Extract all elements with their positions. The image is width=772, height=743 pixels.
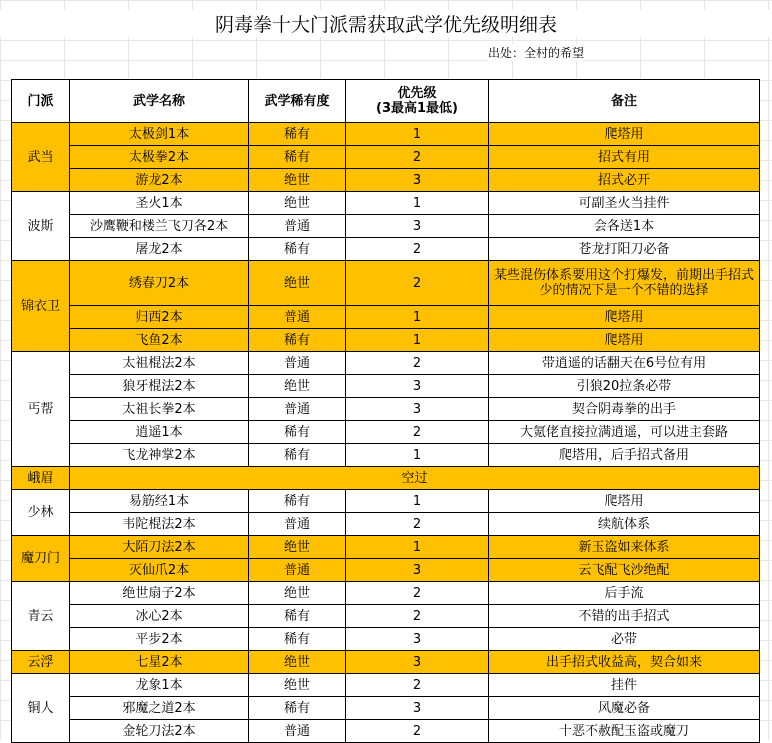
table-row: [12, 375, 760, 398]
priority-cell[interactable]: 1: [346, 329, 489, 352]
note-cell[interactable]: 招式必开: [489, 169, 760, 192]
table-row: [12, 421, 760, 444]
table-row: [12, 513, 760, 536]
priority-cell[interactable]: 2: [346, 261, 489, 306]
rarity-cell[interactable]: 稀有: [249, 238, 346, 261]
rarity-cell[interactable]: 绝世: [249, 651, 346, 674]
priority-cell[interactable]: 1: [346, 444, 489, 467]
table-row: [12, 306, 760, 329]
table-row: [12, 398, 760, 421]
priority-cell[interactable]: 2: [346, 582, 489, 605]
skill-name-cell[interactable]: 绣春刀2本: [70, 261, 249, 306]
priority-cell[interactable]: 1: [346, 123, 489, 146]
note-cell[interactable]: 爬塔用: [489, 490, 760, 513]
note-cell[interactable]: 爬塔用，后手招式备用: [489, 444, 760, 467]
header-sect[interactable]: 门派: [12, 80, 70, 123]
rarity-cell[interactable]: 稀有: [249, 605, 346, 628]
table-row: [12, 559, 760, 582]
note-cell[interactable]: 带逍遥的话翻天在6号位有用: [489, 352, 760, 375]
priority-cell[interactable]: 3: [346, 169, 489, 192]
sect-cell[interactable]: 云浮: [12, 651, 70, 674]
skill-name-cell[interactable]: 邪魔之道2本: [70, 697, 249, 720]
sect-cell[interactable]: 少林: [12, 490, 70, 536]
skill-name-cell[interactable]: 飞龙神掌2本: [70, 444, 249, 467]
priority-cell[interactable]: 3: [346, 398, 489, 421]
priority-cell[interactable]: 3: [346, 559, 489, 582]
rarity-cell[interactable]: 绝世: [249, 261, 346, 306]
rarity-cell[interactable]: 稀有: [249, 123, 346, 146]
header-priority-label: 优先级: [397, 86, 437, 101]
table-row: [12, 582, 760, 605]
rarity-cell[interactable]: 绝世: [249, 582, 346, 605]
rarity-cell[interactable]: 绝世: [249, 674, 346, 697]
skill-name-cell[interactable]: 归西2本: [70, 306, 249, 329]
note-cell[interactable]: 续航体系: [489, 513, 760, 536]
skill-name-cell[interactable]: 灭仙爪2本: [70, 559, 249, 582]
rarity-cell[interactable]: 稀有: [249, 146, 346, 169]
table-row: [12, 628, 760, 651]
table-row: [12, 467, 760, 490]
table-row: [12, 261, 760, 306]
note-cell[interactable]: 风魔必备: [489, 697, 760, 720]
skill-name-cell[interactable]: 太祖棍法2本: [70, 352, 249, 375]
skip-cell[interactable]: 空过: [70, 467, 760, 490]
page-title: 阴毒拳十大门派需获取武学优先级明细表: [0, 10, 772, 37]
rarity-cell[interactable]: 普通: [249, 513, 346, 536]
rarity-cell[interactable]: 稀有: [249, 490, 346, 513]
sect-cell[interactable]: 青云: [12, 582, 70, 651]
skill-name-cell[interactable]: 平步2本: [70, 628, 249, 651]
rarity-cell[interactable]: 普通: [249, 559, 346, 582]
header-note[interactable]: 备注: [489, 80, 760, 123]
sect-cell[interactable]: 峨眉: [12, 467, 70, 490]
rarity-cell[interactable]: 绝世: [249, 169, 346, 192]
table-row: [12, 536, 760, 559]
note-cell[interactable]: 苍龙打阳刀必备: [489, 238, 760, 261]
header-priority-sub: (3最高1最低): [376, 101, 458, 116]
skill-name-cell[interactable]: 龙象1本: [70, 674, 249, 697]
rarity-cell[interactable]: 绝世: [249, 536, 346, 559]
note-cell[interactable]: 大氪佬直接拉满逍遥，可以进主套路: [489, 421, 760, 444]
note-cell[interactable]: 爬塔用: [489, 329, 760, 352]
priority-cell[interactable]: 3: [346, 628, 489, 651]
skill-name-cell[interactable]: 狼牙棍法2本: [70, 375, 249, 398]
rarity-cell[interactable]: 普通: [249, 720, 346, 743]
note-cell[interactable]: 引狼20拉条必带: [489, 375, 760, 398]
header-priority[interactable]: [346, 80, 489, 123]
skill-name-cell[interactable]: 大陌刀法2本: [70, 536, 249, 559]
skill-name-cell[interactable]: 游龙2本: [70, 169, 249, 192]
skill-name-cell[interactable]: 圣火1本: [70, 192, 249, 215]
rarity-cell[interactable]: 普通: [249, 306, 346, 329]
priority-cell[interactable]: 1: [346, 490, 489, 513]
skill-name-cell[interactable]: 沙鹰鞭和楼兰飞刀各2本: [70, 215, 249, 238]
note-cell[interactable]: 招式有用: [489, 146, 760, 169]
skill-name-cell[interactable]: 韦陀棍法2本: [70, 513, 249, 536]
table-row: [12, 238, 760, 261]
note-cell[interactable]: 出手招式收益高，契合如来: [489, 651, 760, 674]
source-note: 出处：全村的希望: [488, 46, 585, 60]
priority-cell[interactable]: 2: [346, 605, 489, 628]
skill-name-cell[interactable]: 绝世扇子2本: [70, 582, 249, 605]
note-cell[interactable]: 可副圣火当挂件: [489, 192, 760, 215]
priority-cell[interactable]: 2: [346, 352, 489, 375]
note-cell[interactable]: 云飞配飞沙绝配: [489, 559, 760, 582]
note-cell[interactable]: 爬塔用: [489, 306, 760, 329]
table-row: [12, 490, 760, 513]
rarity-cell[interactable]: 稀有: [249, 697, 346, 720]
priority-cell[interactable]: 2: [346, 238, 489, 261]
skill-name-cell[interactable]: 屠龙2本: [70, 238, 249, 261]
priority-cell[interactable]: 3: [346, 697, 489, 720]
skill-name-cell[interactable]: 太极剑1本: [70, 123, 249, 146]
skill-name-cell[interactable]: 飞鱼2本: [70, 329, 249, 352]
table-row: [12, 352, 760, 375]
table-row: [12, 146, 760, 169]
sect-cell[interactable]: 丐帮: [12, 352, 70, 467]
table-row: [12, 123, 760, 146]
priority-cell[interactable]: 2: [346, 146, 489, 169]
table-row: [12, 329, 760, 352]
header-row: [12, 80, 760, 123]
header-rarity[interactable]: 武学稀有度: [249, 80, 346, 123]
priority-cell[interactable]: 2: [346, 674, 489, 697]
note-cell[interactable]: 新玉盗如来体系: [489, 536, 760, 559]
table-row: [12, 674, 760, 697]
rarity-cell[interactable]: 普通: [249, 352, 346, 375]
priority-cell[interactable]: 1: [346, 306, 489, 329]
note-cell[interactable]: 契合阴毒拳的出手: [489, 398, 760, 421]
rarity-cell[interactable]: 绝世: [249, 375, 346, 398]
rarity-cell[interactable]: 普通: [249, 215, 346, 238]
priority-cell[interactable]: 3: [346, 215, 489, 238]
skill-name-cell[interactable]: 太极拳2本: [70, 146, 249, 169]
skill-name-cell[interactable]: 逍遥1本: [70, 421, 249, 444]
table-row: [12, 720, 760, 743]
note-cell[interactable]: 不错的出手招式: [489, 605, 760, 628]
priority-cell[interactable]: 1: [346, 192, 489, 215]
note-cell[interactable]: 会各送1本: [489, 215, 760, 238]
sect-cell[interactable]: 波斯: [12, 192, 70, 261]
header-skill-name[interactable]: 武学名称: [70, 80, 249, 123]
table-row: [12, 651, 760, 674]
rarity-cell[interactable]: 普通: [249, 398, 346, 421]
table-row: [12, 215, 760, 238]
sect-cell[interactable]: 锦衣卫: [12, 261, 70, 352]
sect-cell[interactable]: 铜人: [12, 674, 70, 743]
note-cell[interactable]: 挂件: [489, 674, 760, 697]
priority-cell[interactable]: 2: [346, 720, 489, 743]
priority-table: [11, 79, 760, 743]
table-body: [12, 123, 760, 743]
sect-cell[interactable]: 武当: [12, 123, 70, 192]
skill-name-cell[interactable]: 太祖长拳2本: [70, 398, 249, 421]
priority-cell[interactable]: 3: [346, 375, 489, 398]
table-row: [12, 605, 760, 628]
skill-name-cell[interactable]: 冰心2本: [70, 605, 249, 628]
skill-name-cell[interactable]: 金轮刀法2本: [70, 720, 249, 743]
table-row: [12, 169, 760, 192]
sect-cell[interactable]: 魔刀门: [12, 536, 70, 582]
rarity-cell[interactable]: 绝世: [249, 192, 346, 215]
priority-cell[interactable]: 1: [346, 536, 489, 559]
table-row: [12, 697, 760, 720]
priority-cell[interactable]: 2: [346, 421, 489, 444]
rarity-cell[interactable]: 稀有: [249, 444, 346, 467]
note-cell[interactable]: 十恶不赦配玉盗或魔刀: [489, 720, 760, 743]
table-row: [12, 192, 760, 215]
priority-cell[interactable]: 2: [346, 513, 489, 536]
priority-cell[interactable]: 3: [346, 651, 489, 674]
table-row: [12, 444, 760, 467]
rarity-cell[interactable]: 稀有: [249, 421, 346, 444]
rarity-cell[interactable]: 稀有: [249, 329, 346, 352]
rarity-cell[interactable]: 稀有: [249, 628, 346, 651]
note-cell[interactable]: 后手流: [489, 582, 760, 605]
skill-name-cell[interactable]: 易筋经1本: [70, 490, 249, 513]
skill-name-cell[interactable]: 七星2本: [70, 651, 249, 674]
note-cell[interactable]: 爬塔用: [489, 123, 760, 146]
note-cell[interactable]: 某些混伤体系要用这个打爆发，前期出手招式少的情况下是一个不错的选择: [489, 261, 760, 306]
note-cell[interactable]: 必带: [489, 628, 760, 651]
